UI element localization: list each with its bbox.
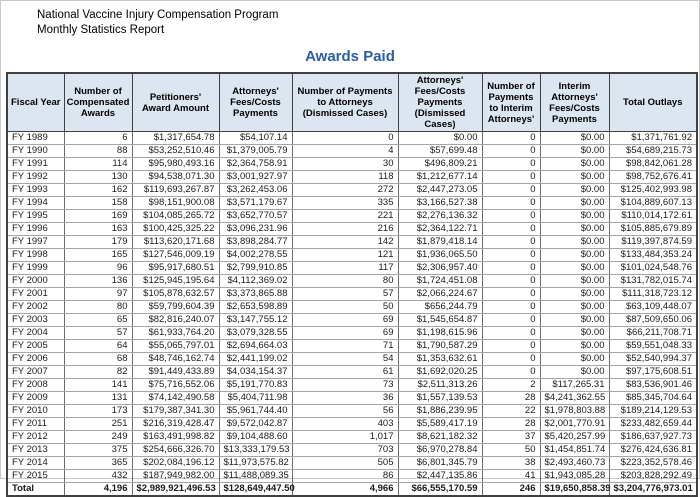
value-cell: $2,306,957.40 xyxy=(398,262,482,275)
fiscal-year-cell: Total xyxy=(7,483,64,497)
value-cell: 68 xyxy=(64,353,132,366)
value-cell: $0.00 xyxy=(540,301,609,314)
table-header-row xyxy=(7,73,697,132)
table-row xyxy=(7,327,697,340)
value-cell: $5,191,770.83 xyxy=(219,379,292,392)
value-cell: 375 xyxy=(64,444,132,457)
value-cell: 50 xyxy=(292,301,398,314)
value-cell: $66,555,170.59 xyxy=(398,483,482,497)
value-cell: $0.00 xyxy=(540,171,609,184)
value-cell: $1,879,418.14 xyxy=(398,236,482,249)
value-cell: 0 xyxy=(482,197,540,210)
value-cell: 246 xyxy=(482,483,540,497)
value-cell: $48,746,162.74 xyxy=(132,353,219,366)
value-cell: $4,241,362.55 xyxy=(540,392,609,405)
fiscal-year-cell: FY 2006 xyxy=(7,353,64,366)
value-cell: $127,546,009.19 xyxy=(132,249,219,262)
column-header-0: Fiscal Year xyxy=(7,73,64,132)
value-cell: $0.00 xyxy=(540,366,609,379)
fiscal-year-cell: FY 1998 xyxy=(7,249,64,262)
value-cell: $1,978,803.88 xyxy=(540,405,609,418)
value-cell: $54,689,215.73 xyxy=(609,145,697,158)
value-cell: 432 xyxy=(64,470,132,483)
value-cell: 37 xyxy=(482,431,540,444)
value-cell: 0 xyxy=(482,353,540,366)
value-cell: $1,724,451.08 xyxy=(398,275,482,288)
table-row xyxy=(7,353,697,366)
value-cell: $254,666,326.70 xyxy=(132,444,219,457)
value-cell: $0.00 xyxy=(540,288,609,301)
value-cell: 57 xyxy=(64,327,132,340)
value-cell: $1,936,065.50 xyxy=(398,249,482,262)
value-cell: 121 xyxy=(292,249,398,262)
value-cell: $11,488,089.35 xyxy=(219,470,292,483)
value-cell: $1,317,654.78 xyxy=(132,132,219,145)
value-cell: $0.00 xyxy=(540,275,609,288)
value-cell: $63,109,448.07 xyxy=(609,301,697,314)
value-cell: 0 xyxy=(482,210,540,223)
fiscal-year-cell: FY 1993 xyxy=(7,184,64,197)
value-cell: $2,653,598.89 xyxy=(219,301,292,314)
value-cell: 56 xyxy=(292,405,398,418)
value-cell: $94,538,071.30 xyxy=(132,171,219,184)
value-cell: $2,447,273.05 xyxy=(398,184,482,197)
awards-paid-table xyxy=(6,72,698,497)
value-cell: $1,692,020.25 xyxy=(398,366,482,379)
column-header-3: Attorneys' Fees/Costs Payments xyxy=(219,73,292,132)
value-cell: 0 xyxy=(482,145,540,158)
report-subtitle: Monthly Statistics Report xyxy=(37,24,165,36)
fiscal-year-cell: FY 2011 xyxy=(7,418,64,431)
table-row xyxy=(7,340,697,353)
value-cell: $87,509,650.06 xyxy=(609,314,697,327)
value-cell: $3,373,865.88 xyxy=(219,288,292,301)
fiscal-year-cell: FY 2000 xyxy=(7,275,64,288)
value-cell: $2,276,136.32 xyxy=(398,210,482,223)
value-cell: $105,885,679.89 xyxy=(609,223,697,236)
value-cell: $95,980,493.16 xyxy=(132,158,219,171)
table-row xyxy=(7,145,697,158)
value-cell: $95,917,680.51 xyxy=(132,262,219,275)
value-cell: $113,620,171.68 xyxy=(132,236,219,249)
table-row xyxy=(7,301,697,314)
table-row xyxy=(7,223,697,236)
value-cell: $3,898,284.77 xyxy=(219,236,292,249)
value-cell: 0 xyxy=(482,262,540,275)
value-cell: 703 xyxy=(292,444,398,457)
value-cell: $52,540,994.37 xyxy=(609,353,697,366)
value-cell: $4,034,154.37 xyxy=(219,366,292,379)
value-cell: $496,809.21 xyxy=(398,158,482,171)
column-header-8: Total Outlays xyxy=(609,73,697,132)
value-cell: $2,694,664.03 xyxy=(219,340,292,353)
value-cell: $75,716,552.06 xyxy=(132,379,219,392)
table-row xyxy=(7,379,697,392)
table-row xyxy=(7,366,697,379)
fiscal-year-cell: FY 1994 xyxy=(7,197,64,210)
value-cell: $59,551,048.33 xyxy=(609,340,697,353)
value-cell: 1,017 xyxy=(292,431,398,444)
value-cell: $3,096,231.96 xyxy=(219,223,292,236)
value-cell: $186,637,927.73 xyxy=(609,431,697,444)
value-cell: $131,782,015.74 xyxy=(609,275,697,288)
value-cell: 136 xyxy=(64,275,132,288)
value-cell: $128,649,447.50 xyxy=(219,483,292,497)
fiscal-year-cell: FY 2001 xyxy=(7,288,64,301)
value-cell: 0 xyxy=(482,249,540,262)
value-cell: $98,151,900.08 xyxy=(132,197,219,210)
value-cell: 0 xyxy=(482,366,540,379)
value-cell: 2 xyxy=(482,379,540,392)
value-cell: 6 xyxy=(64,132,132,145)
value-cell: 96 xyxy=(64,262,132,275)
value-cell: $9,104,488.60 xyxy=(219,431,292,444)
value-cell: $13,333,179.53 xyxy=(219,444,292,457)
fiscal-year-cell: FY 2008 xyxy=(7,379,64,392)
value-cell: 169 xyxy=(64,210,132,223)
value-cell: 130 xyxy=(64,171,132,184)
value-cell: $203,828,292.49 xyxy=(609,470,697,483)
value-cell: 0 xyxy=(482,327,540,340)
value-cell: $0.00 xyxy=(540,353,609,366)
value-cell: $0.00 xyxy=(540,236,609,249)
fiscal-year-cell: FY 2010 xyxy=(7,405,64,418)
value-cell: $110,014,172.61 xyxy=(609,210,697,223)
value-cell: $2,447,135.86 xyxy=(398,470,482,483)
column-header-2: Petitioners' Award Amount xyxy=(132,73,219,132)
value-cell: $98,842,061.28 xyxy=(609,158,697,171)
value-cell: $1,212,677.14 xyxy=(398,171,482,184)
value-cell: $2,066,224.67 xyxy=(398,288,482,301)
value-cell: $101,024,548.76 xyxy=(609,262,697,275)
value-cell: 251 xyxy=(64,418,132,431)
value-cell: $111,318,723.12 xyxy=(609,288,697,301)
value-cell: 173 xyxy=(64,405,132,418)
value-cell: $0.00 xyxy=(540,184,609,197)
value-cell: 82 xyxy=(64,366,132,379)
fiscal-year-cell: FY 2004 xyxy=(7,327,64,340)
value-cell: $0.00 xyxy=(540,210,609,223)
value-cell: $0.00 xyxy=(540,158,609,171)
value-cell: $55,065,797.01 xyxy=(132,340,219,353)
value-cell: $2,364,758.91 xyxy=(219,158,292,171)
value-cell: 249 xyxy=(64,431,132,444)
value-cell: $125,402,993.98 xyxy=(609,184,697,197)
total-row xyxy=(7,483,697,497)
value-cell: $0.00 xyxy=(540,327,609,340)
value-cell: 69 xyxy=(292,314,398,327)
value-cell: $3,001,927.97 xyxy=(219,171,292,184)
value-cell: $3,571,179.67 xyxy=(219,197,292,210)
value-cell: $1,790,587.29 xyxy=(398,340,482,353)
table-row xyxy=(7,457,697,470)
value-cell: $104,085,265.72 xyxy=(132,210,219,223)
value-cell: $97,175,608.51 xyxy=(609,366,697,379)
value-cell: 41 xyxy=(482,470,540,483)
value-cell: $1,886,239.95 xyxy=(398,405,482,418)
value-cell: $1,371,761.92 xyxy=(609,132,697,145)
value-cell: 97 xyxy=(64,288,132,301)
report-header xyxy=(1,1,699,38)
value-cell: 365 xyxy=(64,457,132,470)
fiscal-year-cell: FY 2014 xyxy=(7,457,64,470)
fiscal-year-cell: FY 2002 xyxy=(7,301,64,314)
value-cell: $0.00 xyxy=(540,197,609,210)
column-header-6: Number of Payments to Interim Attorneys' xyxy=(482,73,540,132)
value-cell: $202,084,196.12 xyxy=(132,457,219,470)
value-cell: $9,572,042.87 xyxy=(219,418,292,431)
value-cell: 165 xyxy=(64,249,132,262)
value-cell: 28 xyxy=(482,392,540,405)
value-cell: 71 xyxy=(292,340,398,353)
column-header-4: Number of Payments to Attorneys (Dismissed Cases) xyxy=(292,73,398,132)
fiscal-year-cell: FY 1996 xyxy=(7,223,64,236)
fiscal-year-cell: FY 2012 xyxy=(7,431,64,444)
value-cell: $3,652,770.57 xyxy=(219,210,292,223)
value-cell: 0 xyxy=(482,171,540,184)
value-cell: 141 xyxy=(64,379,132,392)
value-cell: 0 xyxy=(292,132,398,145)
value-cell: 88 xyxy=(64,145,132,158)
value-cell: 403 xyxy=(292,418,398,431)
value-cell: 4,966 xyxy=(292,483,398,497)
fiscal-year-cell: FY 1990 xyxy=(7,145,64,158)
value-cell: $5,589,417.19 xyxy=(398,418,482,431)
value-cell: 0 xyxy=(482,132,540,145)
value-cell: 131 xyxy=(64,392,132,405)
value-cell: $4,112,369.02 xyxy=(219,275,292,288)
table-row xyxy=(7,405,697,418)
value-cell: $0.00 xyxy=(540,262,609,275)
value-cell: $0.00 xyxy=(540,314,609,327)
value-cell: $6,801,345.79 xyxy=(398,457,482,470)
value-cell: $2,989,921,496.53 xyxy=(132,483,219,497)
fiscal-year-cell: FY 2007 xyxy=(7,366,64,379)
value-cell: 179 xyxy=(64,236,132,249)
value-cell: $3,262,453.06 xyxy=(219,184,292,197)
table-row xyxy=(7,314,697,327)
value-cell: $57,699.48 xyxy=(398,145,482,158)
value-cell: 4,196 xyxy=(64,483,132,497)
value-cell: 38 xyxy=(482,457,540,470)
value-cell: 65 xyxy=(64,314,132,327)
value-cell: 64 xyxy=(64,340,132,353)
value-cell: 0 xyxy=(482,275,540,288)
value-cell: 54 xyxy=(292,353,398,366)
column-header-1: Number of Compensated Awards xyxy=(64,73,132,132)
column-header-5: Attorneys' Fees/Costs Payments (Dismissed Cases) xyxy=(398,73,482,132)
value-cell: $0.00 xyxy=(540,340,609,353)
value-cell: $83,536,901.46 xyxy=(609,379,697,392)
value-cell: $1,557,139.53 xyxy=(398,392,482,405)
value-cell: 50 xyxy=(482,444,540,457)
value-cell: $163,491,998.82 xyxy=(132,431,219,444)
value-cell: $59,799,604.39 xyxy=(132,301,219,314)
value-cell: $2,364,122.71 xyxy=(398,223,482,236)
table-row xyxy=(7,444,697,457)
value-cell: 80 xyxy=(64,301,132,314)
value-cell: $4,002,278.55 xyxy=(219,249,292,262)
value-cell: $104,889,607.13 xyxy=(609,197,697,210)
value-cell: 61 xyxy=(292,366,398,379)
value-cell: $2,511,313.26 xyxy=(398,379,482,392)
value-cell: $2,493,460.73 xyxy=(540,457,609,470)
value-cell: $1,454,851.74 xyxy=(540,444,609,457)
table-row xyxy=(7,431,697,444)
value-cell: $1,198,615.96 xyxy=(398,327,482,340)
value-cell: $3,147,755.12 xyxy=(219,314,292,327)
table-row xyxy=(7,158,697,171)
value-cell: 272 xyxy=(292,184,398,197)
value-cell: $91,449,433.89 xyxy=(132,366,219,379)
value-cell: 221 xyxy=(292,210,398,223)
value-cell: $223,352,578.46 xyxy=(609,457,697,470)
value-cell: $54,107.14 xyxy=(219,132,292,145)
value-cell: 0 xyxy=(482,158,540,171)
value-cell: 22 xyxy=(482,405,540,418)
value-cell: 162 xyxy=(64,184,132,197)
value-cell: $119,397,874.59 xyxy=(609,236,697,249)
fiscal-year-cell: FY 1992 xyxy=(7,171,64,184)
value-cell: 69 xyxy=(292,327,398,340)
value-cell: $2,799,910.85 xyxy=(219,262,292,275)
fiscal-year-cell: FY 2003 xyxy=(7,314,64,327)
fiscal-year-cell: FY 2009 xyxy=(7,392,64,405)
value-cell: 158 xyxy=(64,197,132,210)
column-header-7: Interim Attorneys' Fees/Costs Payments xyxy=(540,73,609,132)
fiscal-year-cell: FY 1999 xyxy=(7,262,64,275)
value-cell: $53,252,510.46 xyxy=(132,145,219,158)
value-cell: $119,693,267.87 xyxy=(132,184,219,197)
value-cell: 0 xyxy=(482,288,540,301)
table-row xyxy=(7,184,697,197)
value-cell: 80 xyxy=(292,275,398,288)
value-cell: $276,424,636.81 xyxy=(609,444,697,457)
value-cell: $216,319,428.47 xyxy=(132,418,219,431)
value-cell: $1,353,632.61 xyxy=(398,353,482,366)
table-row xyxy=(7,171,697,184)
value-cell: $85,345,704.64 xyxy=(609,392,697,405)
value-cell: $19,650,858.39 xyxy=(540,483,609,497)
value-cell: 73 xyxy=(292,379,398,392)
value-cell: $8,621,182.32 xyxy=(398,431,482,444)
value-cell: $187,949,982.00 xyxy=(132,470,219,483)
value-cell: $0.00 xyxy=(540,132,609,145)
value-cell: 163 xyxy=(64,223,132,236)
value-cell: $2,441,199.02 xyxy=(219,353,292,366)
value-cell: $117,265.31 xyxy=(540,379,609,392)
value-cell: 36 xyxy=(292,392,398,405)
value-cell: $1,379,005.79 xyxy=(219,145,292,158)
value-cell: $3,204,776,973.01 xyxy=(609,483,697,497)
value-cell: $61,933,764.20 xyxy=(132,327,219,340)
value-cell: $5,420,257.99 xyxy=(540,431,609,444)
value-cell: $2,001,770.91 xyxy=(540,418,609,431)
value-cell: $133,484,353.24 xyxy=(609,249,697,262)
table-row xyxy=(7,470,697,483)
value-cell: $0.00 xyxy=(540,223,609,236)
value-cell: 216 xyxy=(292,223,398,236)
fiscal-year-cell: FY 2015 xyxy=(7,470,64,483)
value-cell: 142 xyxy=(292,236,398,249)
table-row xyxy=(7,249,697,262)
value-cell: $656,244.79 xyxy=(398,301,482,314)
value-cell: 118 xyxy=(292,171,398,184)
value-cell: 0 xyxy=(482,184,540,197)
value-cell: $0.00 xyxy=(540,145,609,158)
value-cell: 117 xyxy=(292,262,398,275)
value-cell: $66,211,708.71 xyxy=(609,327,697,340)
value-cell: 86 xyxy=(292,470,398,483)
value-cell: $11,973,575.82 xyxy=(219,457,292,470)
value-cell: 57 xyxy=(292,288,398,301)
value-cell: 28 xyxy=(482,418,540,431)
value-cell: $5,961,744.40 xyxy=(219,405,292,418)
value-cell: $179,387,341.30 xyxy=(132,405,219,418)
awards-table-body xyxy=(7,132,697,497)
value-cell: $189,214,129.53 xyxy=(609,405,697,418)
table-row xyxy=(7,262,697,275)
fiscal-year-cell: FY 1991 xyxy=(7,158,64,171)
value-cell: $74,142,490.58 xyxy=(132,392,219,405)
value-cell: 0 xyxy=(482,301,540,314)
value-cell: $3,166,527.38 xyxy=(398,197,482,210)
fiscal-year-cell: FY 2013 xyxy=(7,444,64,457)
fiscal-year-cell: FY 1989 xyxy=(7,132,64,145)
table-row xyxy=(7,275,697,288)
value-cell: $125,945,195.64 xyxy=(132,275,219,288)
value-cell: $82,816,240.07 xyxy=(132,314,219,327)
table-row xyxy=(7,392,697,405)
value-cell: $6,970,278.84 xyxy=(398,444,482,457)
value-cell: $0.00 xyxy=(398,132,482,145)
table-row xyxy=(7,197,697,210)
value-cell: $1,943,085.28 xyxy=(540,470,609,483)
value-cell: 0 xyxy=(482,223,540,236)
value-cell: 0 xyxy=(482,236,540,249)
value-cell: $5,404,711.98 xyxy=(219,392,292,405)
fiscal-year-cell: FY 2005 xyxy=(7,340,64,353)
report-program-name: National Vaccine Injury Compensation Program xyxy=(37,9,279,21)
fiscal-year-cell: FY 1995 xyxy=(7,210,64,223)
value-cell: 4 xyxy=(292,145,398,158)
value-cell: $100,425,325.22 xyxy=(132,223,219,236)
value-cell: 30 xyxy=(292,158,398,171)
value-cell: 505 xyxy=(292,457,398,470)
value-cell: $105,878,632.57 xyxy=(132,288,219,301)
value-cell: $0.00 xyxy=(540,249,609,262)
value-cell: 114 xyxy=(64,158,132,171)
value-cell: $1,545,654.87 xyxy=(398,314,482,327)
value-cell: $233,482,659.44 xyxy=(609,418,697,431)
table-row xyxy=(7,132,697,145)
table-row xyxy=(7,288,697,301)
value-cell: $98,752,676.41 xyxy=(609,171,697,184)
value-cell: 0 xyxy=(482,340,540,353)
table-row xyxy=(7,418,697,431)
value-cell: 0 xyxy=(482,314,540,327)
page-title: Awards Paid xyxy=(305,48,395,65)
value-cell: $3,079,328.55 xyxy=(219,327,292,340)
fiscal-year-cell: FY 1997 xyxy=(7,236,64,249)
value-cell: 335 xyxy=(292,197,398,210)
table-row xyxy=(7,210,697,223)
table-row xyxy=(7,236,697,249)
